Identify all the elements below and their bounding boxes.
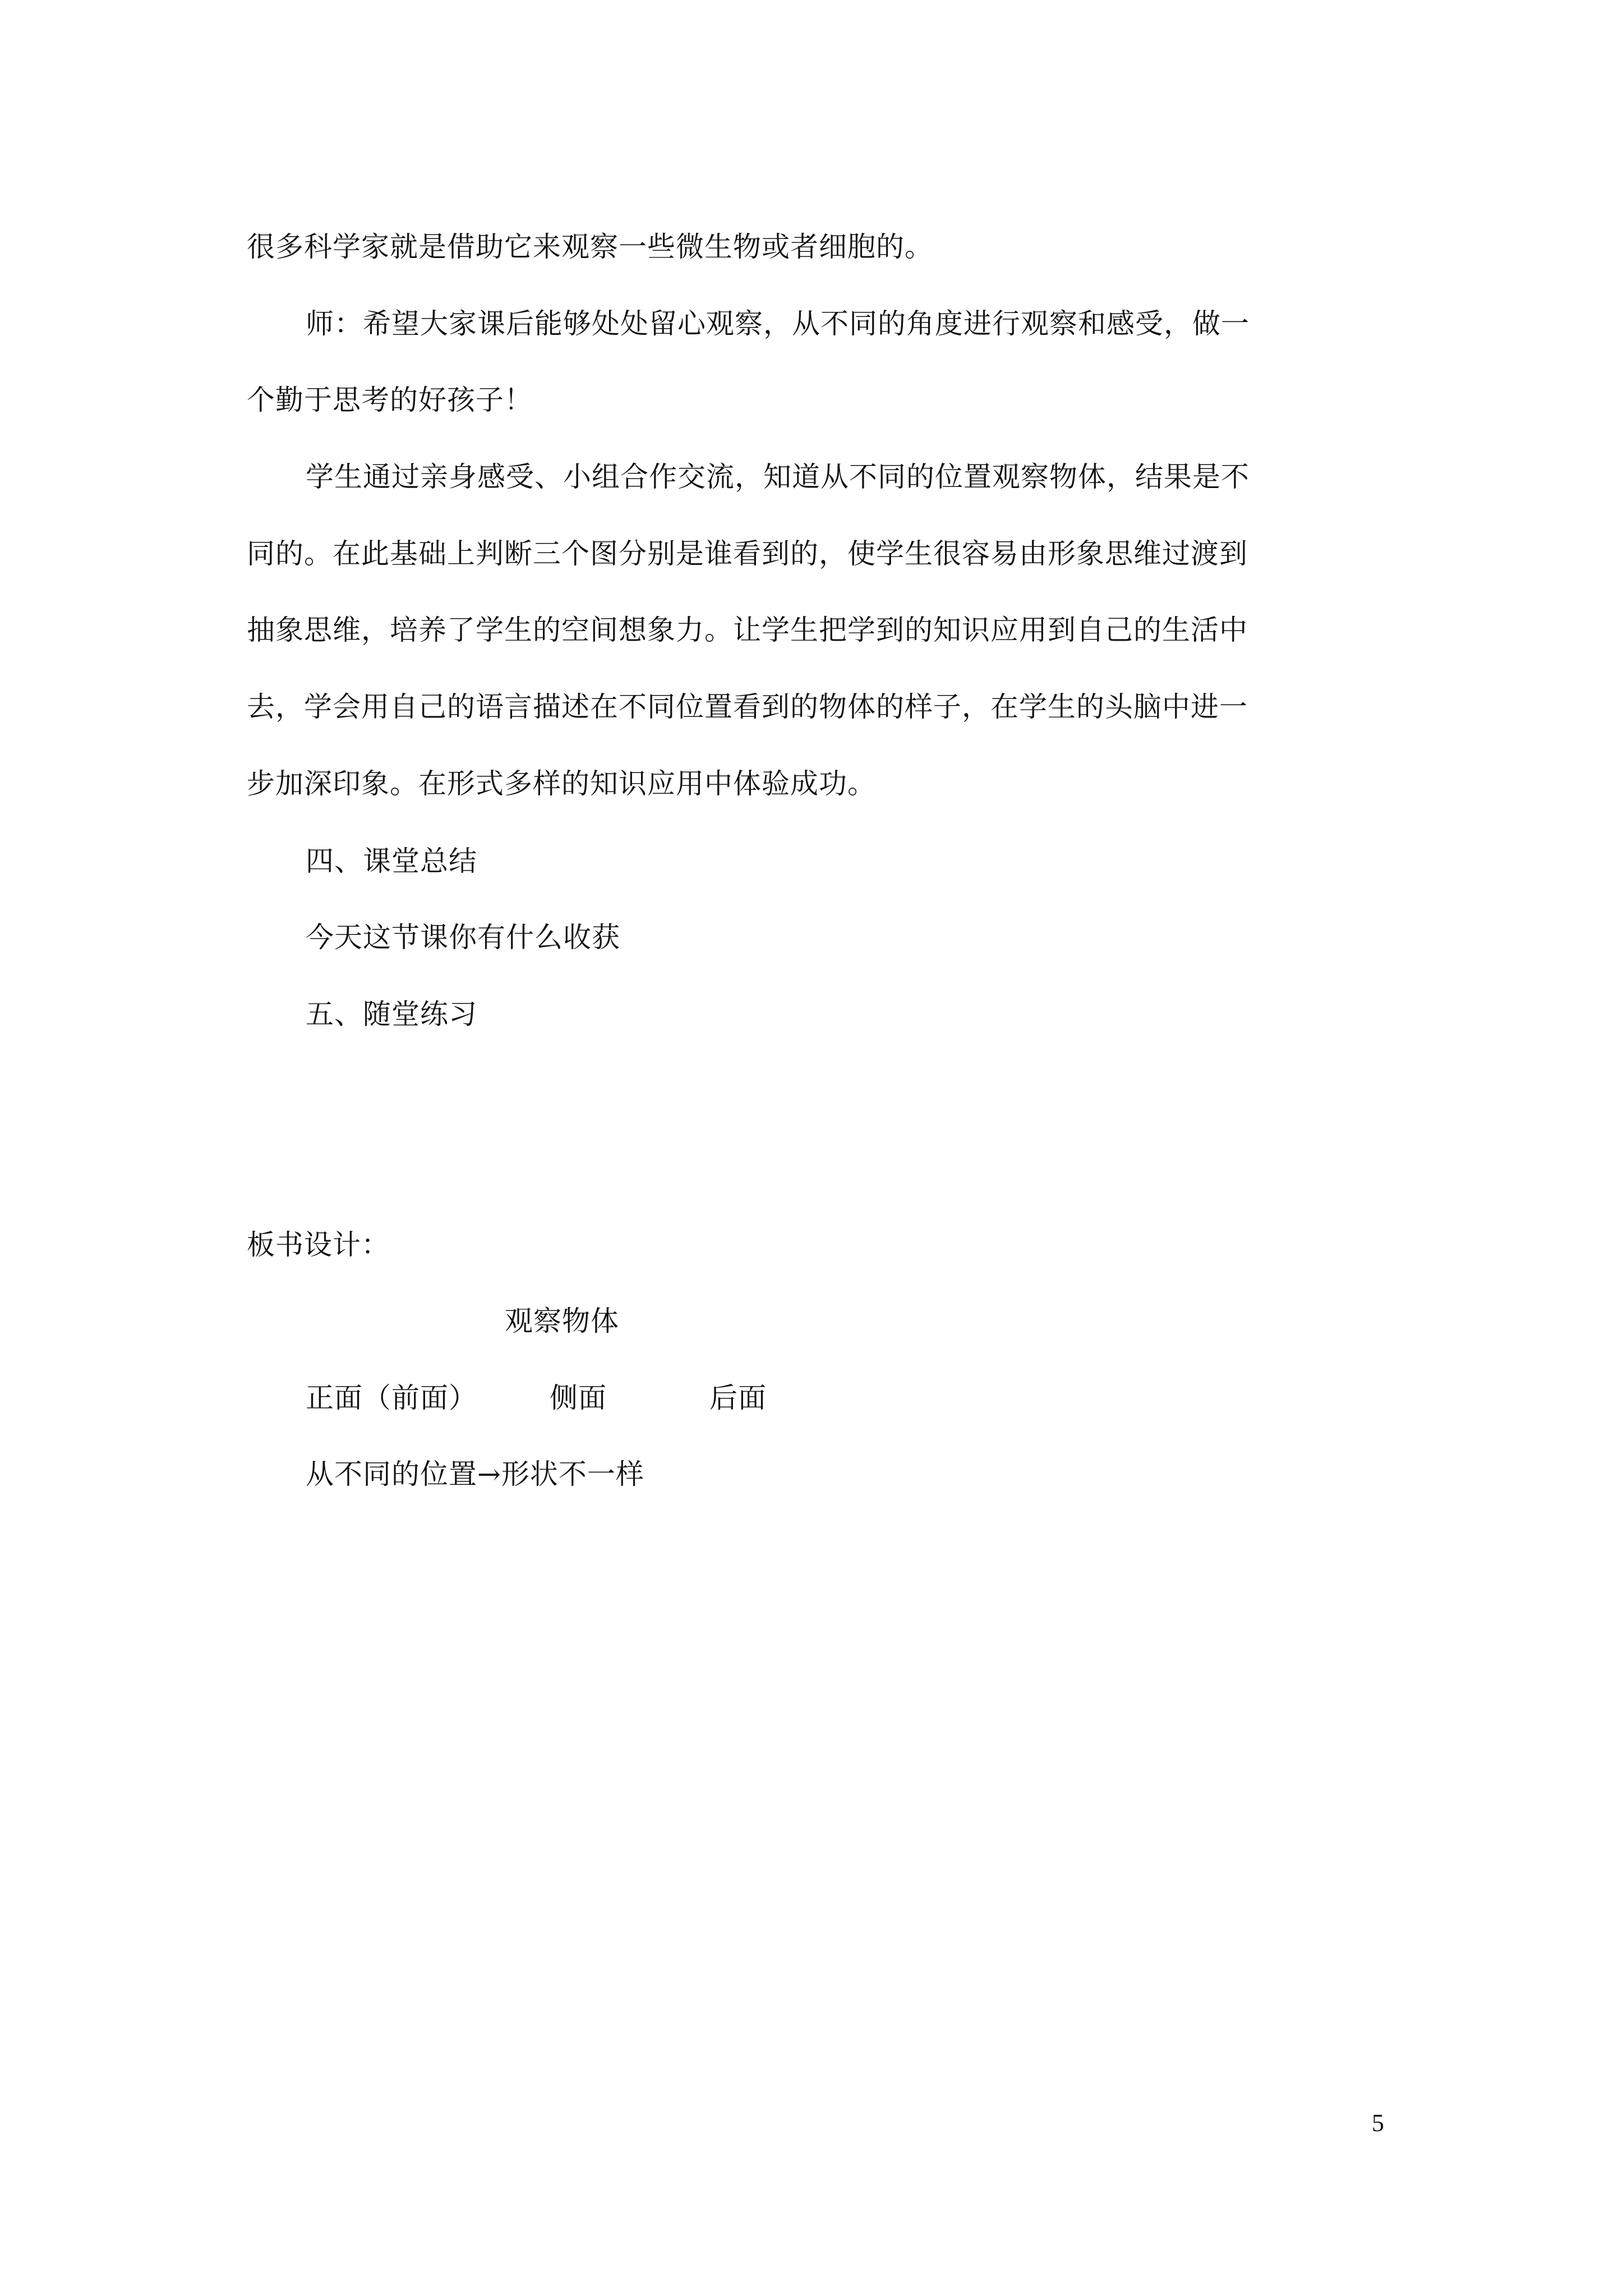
paragraph-reflection-line-1: 学生通过亲身感受、小组合作交流，知道从不同的位置观察物体，结果是不 <box>306 461 1249 493</box>
board-conclusion: 从不同的位置→形状不一样 <box>306 1458 644 1490</box>
paragraph-reflection-line-2: 同的。在此基础上判断三个图分别是谁看到的，使学生很容易由形象思维过渡到 <box>247 537 1248 570</box>
paragraph-reflection-line-3: 抽象思维，培养了学生的空间想象力。让学生把学到的知识应用到自己的生活中 <box>247 614 1248 646</box>
page-number: 5 <box>1372 2109 1384 2137</box>
paragraph-teacher-line-2: 个勤于思考的好孩子！ <box>247 384 533 416</box>
board-view-front: 正面（前面） <box>306 1382 477 1414</box>
section-heading-summary: 四、课堂总结 <box>306 845 477 877</box>
paragraph-reflection-line-5: 步加深印象。在形式多样的知识应用中体验成功。 <box>247 767 876 800</box>
paragraph-teacher-line-1: 师：希望大家课后能够处处留心观察，从不同的角度进行观察和感受，做一 <box>306 307 1249 340</box>
board-view-back: 后面 <box>709 1382 767 1414</box>
paragraph-reflection-line-4: 去，学会用自己的语言描述在不同位置看到的物体的样子，在学生的头脑中进一 <box>247 691 1248 723</box>
paragraph-continuation-line-1: 很多科学家就是借助它来观察一些微生物或者细胞的。 <box>247 231 933 263</box>
board-view-side: 侧面 <box>550 1382 607 1414</box>
summary-question: 今天这节课你有什么收获 <box>306 921 620 954</box>
section-heading-practice: 五、随堂练习 <box>306 998 477 1030</box>
board-design-label: 板书设计： <box>247 1228 390 1261</box>
board-title: 观察物体 <box>505 1305 619 1337</box>
